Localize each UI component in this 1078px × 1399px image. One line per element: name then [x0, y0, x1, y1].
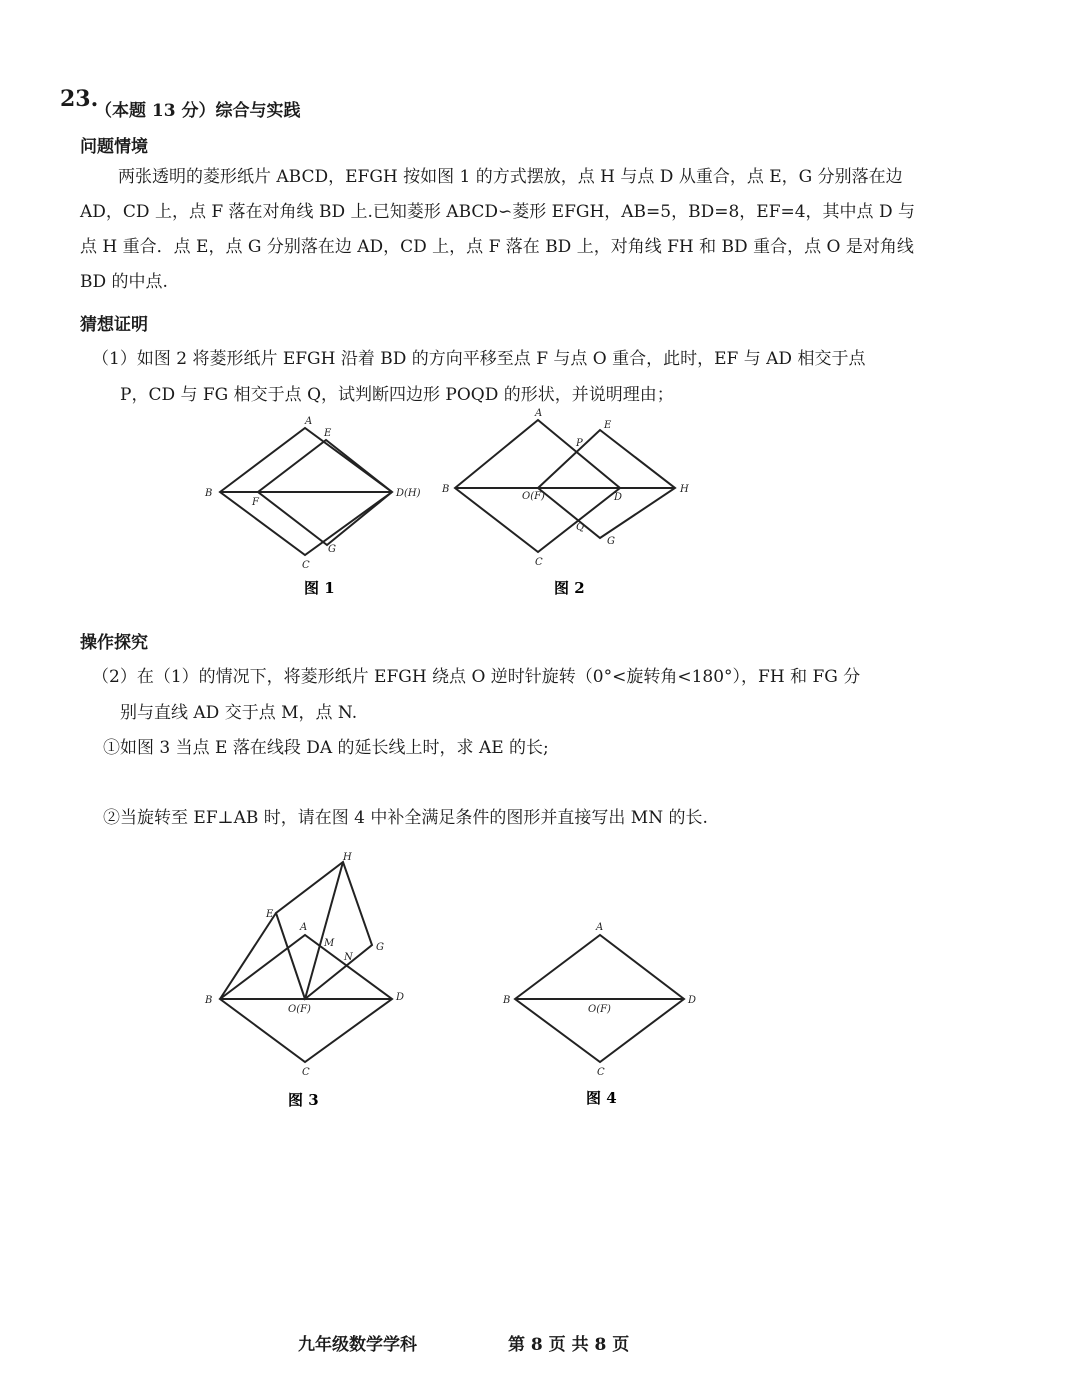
fig3-label-g: G [376, 942, 384, 953]
fig3-caption: 图 3 [288, 1091, 319, 1109]
fig1-label-c: C [302, 560, 310, 571]
fig2-label-c: C [535, 557, 543, 568]
fig1-label-b: B [205, 488, 213, 499]
figure-2 [455, 420, 675, 552]
fig2-label-of: O(F) [522, 491, 545, 502]
fig2-label-b: B [442, 484, 450, 495]
fig4-caption: 图 4 [586, 1089, 617, 1107]
figure-1 [220, 428, 392, 555]
fig3-label-m: M [324, 938, 335, 949]
fig4-label-a: A [596, 922, 604, 933]
footer-page: 第 8 页 共 8 页 [508, 1335, 630, 1355]
q2-line2: 别与直线 AD 交于点 M，点 N. [120, 703, 358, 723]
figure-3 [220, 862, 392, 1062]
context-title: 问题情境 [80, 137, 148, 157]
q2-line1: （2）在（1）的情况下，将菱形纸片 EFGH 绕点 O 逆时针旋转（0°<旋转角<180°），FH 和 FG 分 [92, 667, 861, 687]
conjecture-title: 猜想证明 [80, 315, 148, 335]
footer-subject: 九年级数学学科 [298, 1335, 417, 1355]
fig3-label-n: N [344, 952, 353, 963]
q2-sub1: ①如图 3 当点 E 落在线段 DA 的延长线上时，求 AE 的长; [103, 738, 549, 758]
fig3-label-b: B [205, 995, 213, 1006]
rhombus-abcd-fig2 [455, 420, 623, 552]
fig3-label-a: A [300, 922, 308, 933]
fig4-label-b: B [503, 995, 511, 1006]
fig1-label-g: G [328, 544, 336, 555]
question-number: 23. [60, 86, 99, 112]
fig4-label-of: O(F) [588, 1004, 611, 1015]
fig2-label-p: P [576, 438, 583, 449]
fig2-label-q: Q [576, 522, 585, 533]
fig2-label-g: G [607, 536, 615, 547]
fig1-label-dh: D(H) [396, 488, 421, 499]
fig2-label-h: H [680, 484, 689, 495]
question-header: （本题 13 分）综合与实践 [95, 101, 301, 121]
fig3-label-c: C [302, 1067, 310, 1078]
rhombus-efgh-fig2 [538, 430, 675, 538]
fig2-label-e: E [604, 420, 612, 431]
explore-title: 操作探究 [80, 633, 148, 653]
diagonal-fh-fig3 [305, 862, 343, 999]
fig4-label-d: D [688, 995, 697, 1006]
fig1-label-f: F [252, 497, 259, 508]
fig2-label-a: A [535, 408, 543, 419]
fig2-caption: 图 2 [554, 579, 585, 597]
extension-ae-fig3 [220, 913, 276, 999]
fig3-label-h: H [343, 852, 352, 863]
q2-sub2: ②当旋转至 EF⊥AB 时，请在图 4 中补全满足条件的图形并直接写出 MN 的长. [103, 808, 708, 828]
figure-4 [515, 935, 684, 1062]
q1-line2: P，CD 与 FG 相交于点 Q，试判断四边形 POQD 的形状，并说明理由； [120, 385, 674, 405]
figures-3-4 [0, 840, 1078, 1120]
fig3-label-d: D [396, 992, 405, 1003]
q1-line1: （1）如图 2 将菱形纸片 EFGH 沿着 BD 的方向平移至点 F 与点 O 重合，此时，EF 与 AD 相交于点 [92, 349, 866, 369]
fig4-label-c: C [597, 1067, 605, 1078]
figures-1-2 [0, 400, 1078, 610]
fig1-caption: 图 1 [304, 579, 335, 597]
fig1-label-a: A [305, 416, 313, 427]
context-text: 两张透明的菱形纸片 ABCD，EFGH 按如图 1 的方式摆放，点 H 与点 D 从重合，点 E，G 分别落在边 AD，CD 上，点 F 落在对角线 BD 上.已知菱形 ABCD∽菱形 EFGH，AB=5，BD=8，EF=4，其中点 D 与点 H 重合．点 E，点 G 分别落在边 AD，CD 上，点 F 落在 BD 上，对角线 FH 和 BD 重合，点 O 是对角线 BD 的中点. [80, 167, 915, 292]
fig3-label-e: E [266, 909, 274, 920]
fig2-label-d: D [614, 492, 623, 503]
fig1-label-e: E [324, 428, 332, 439]
fig3-label-of: O(F) [288, 1004, 311, 1015]
